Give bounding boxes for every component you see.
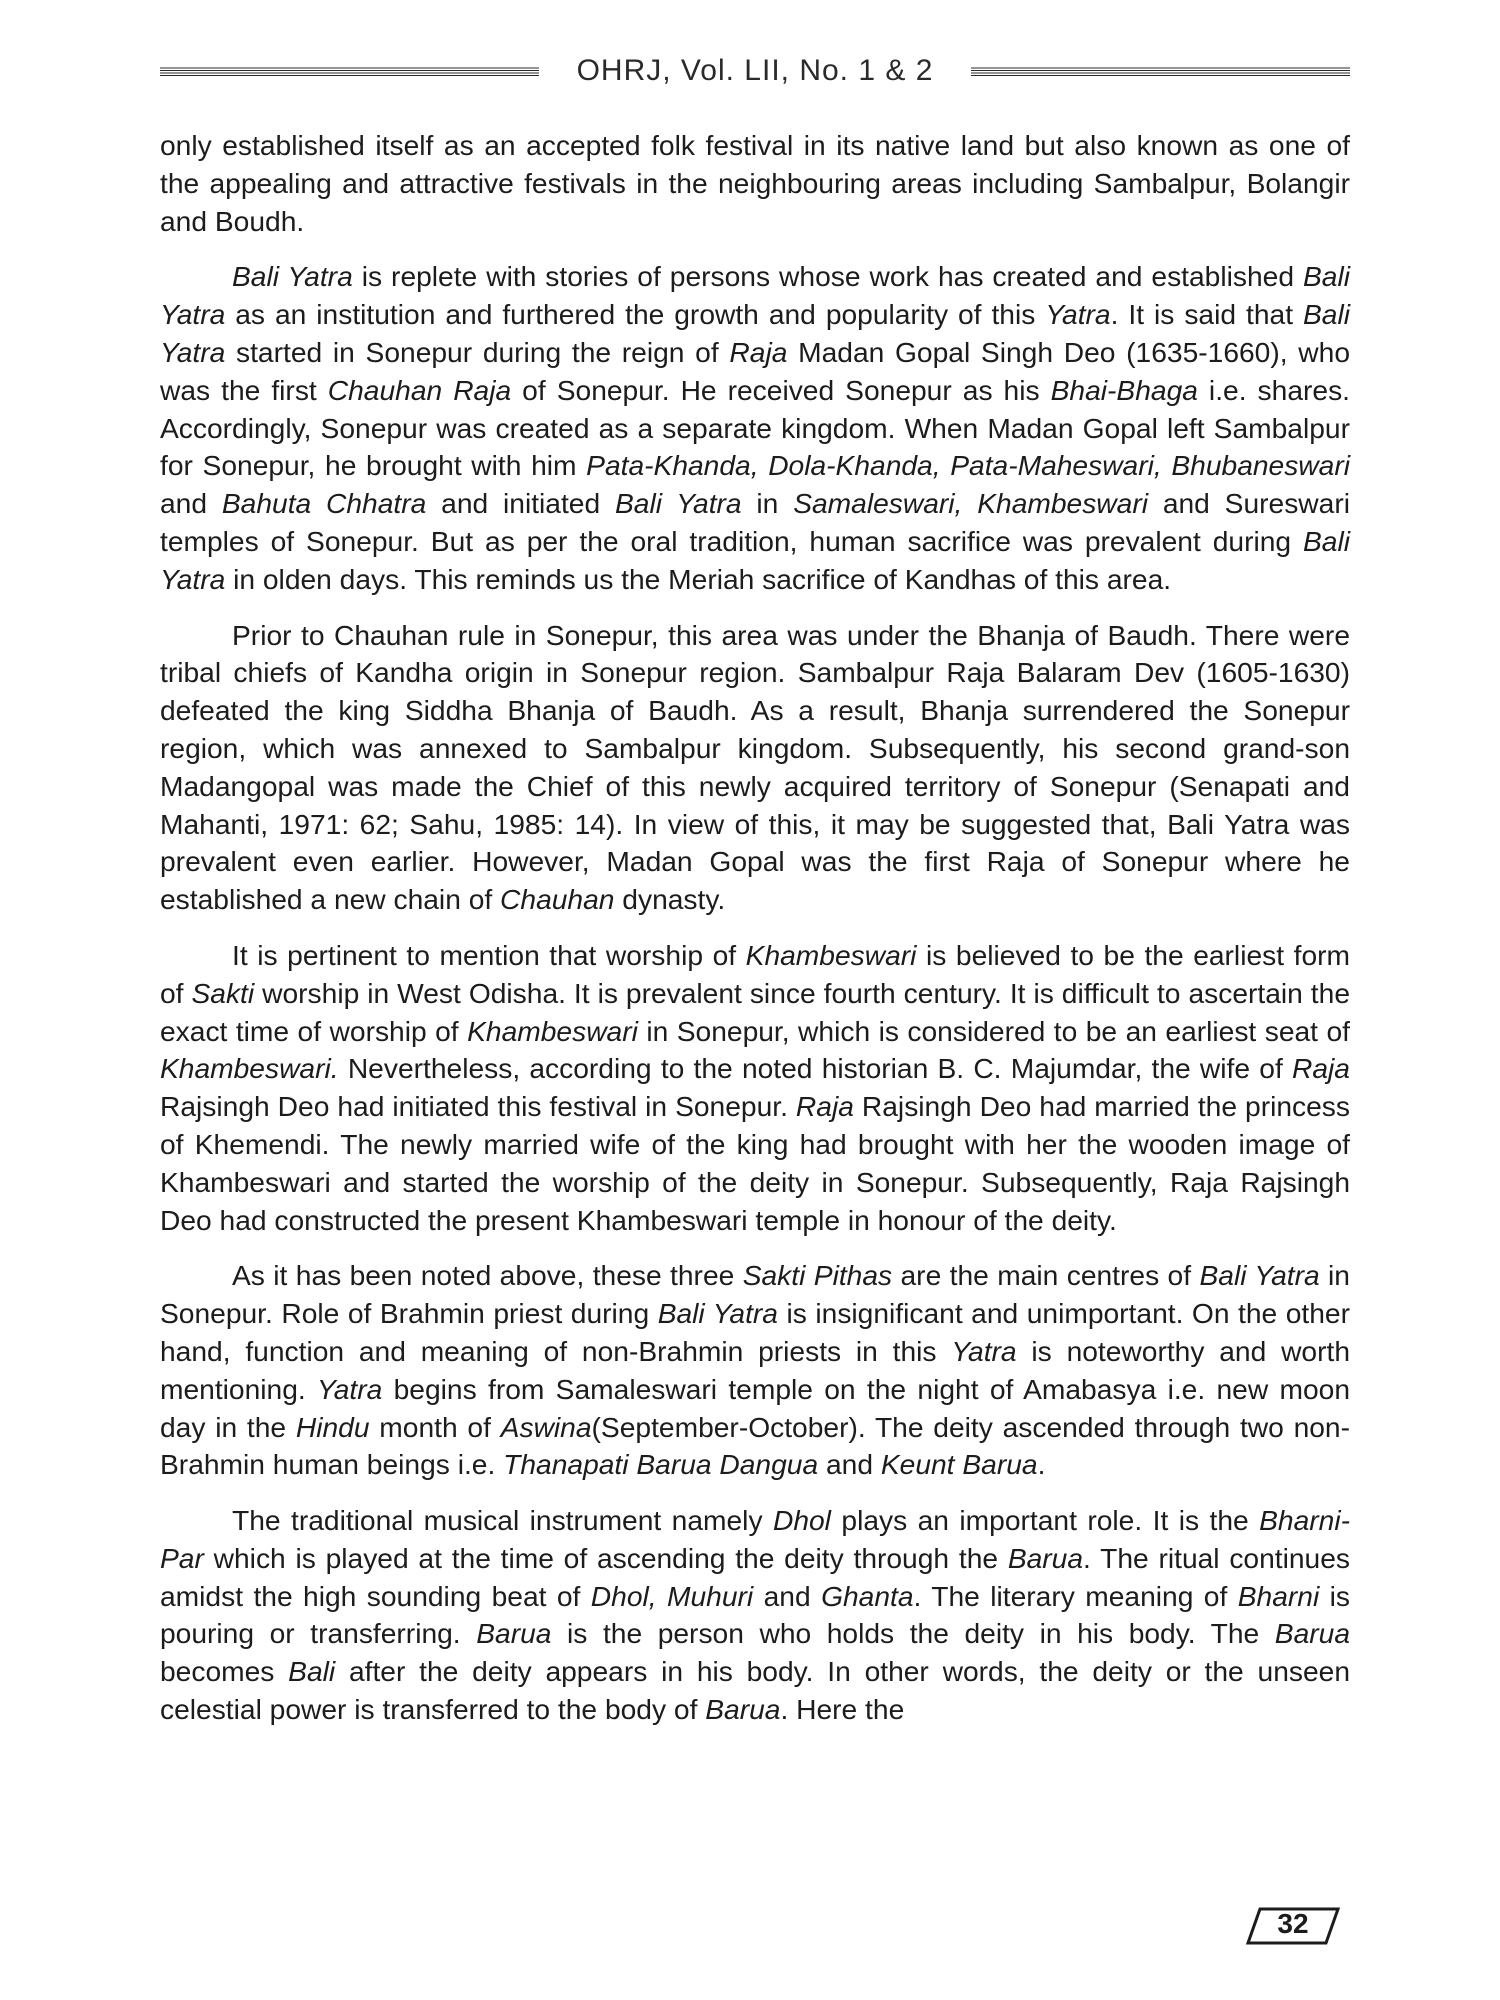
italic-term: Pata-Khanda, Dola-Khanda, Pata-Maheswari, Bhubaneswari <box>586 449 1350 482</box>
paragraph-text: i.e. shares. Accordingly, Sonepur was created as a separate kingdom. When Madan Gopal left Sambalpur for Sonepur, he brought with him <box>160 373 1350 482</box>
paragraph <box>160 617 1350 919</box>
italic-term: Sakti <box>191 976 255 1009</box>
paragraph-text: are the main centres of <box>892 1259 1200 1292</box>
italic-term: Barua <box>476 1617 552 1650</box>
paragraph <box>160 937 1350 1239</box>
paragraph-text: and <box>160 487 222 520</box>
italic-term: Bali Yatra <box>160 260 1350 331</box>
italic-term: Bali Yatra <box>614 487 742 520</box>
italic-term: Raja <box>729 335 788 368</box>
paragraph <box>160 258 1350 598</box>
paragraph-text: month of <box>369 1410 501 1443</box>
paragraph-text: plays an important role. It is the <box>830 1504 1260 1537</box>
paragraph-text: Madan Gopal Singh Deo (1635-1660), who was the first <box>160 335 1350 406</box>
paragraph-text: and initiated <box>426 487 615 520</box>
paragraph-text: of Sonepur. He received Sonepur as his <box>511 373 1051 406</box>
page-number: 32 <box>1277 1908 1309 1939</box>
paragraph-text: and <box>818 1448 881 1481</box>
italic-term: Chauhan <box>500 883 615 916</box>
italic-term: Raja <box>1292 1052 1350 1085</box>
paragraph-text: in <box>741 487 794 520</box>
paragraph-text: and Sureswari temples of Sonepur. But as per the oral tradition, human sacrifice was prevalent during <box>160 487 1350 557</box>
paragraph-text: The traditional musical instrument namely <box>232 1504 773 1537</box>
italic-term: Thanapati Barua Dangua <box>503 1448 819 1481</box>
italic-term: Aswina <box>500 1410 592 1443</box>
paragraph <box>160 127 1350 240</box>
italic-term: Keunt Barua <box>880 1448 1038 1481</box>
paragraph-text: is replete with stories of persons whose work has created and established <box>352 260 1303 293</box>
italic-term: Bahuta Chhatra <box>221 487 427 520</box>
paragraph-text: only established itself as an accepted folk festival in its native land but also known as one of the appealing and attractive festivals in the neighbouring areas including Sambalpur, Bolangir and Boudh. <box>160 129 1350 237</box>
paragraph-text: . Here the <box>780 1693 905 1726</box>
italic-term: Hindu <box>295 1410 370 1443</box>
paragraph-text: becomes <box>160 1655 289 1688</box>
italic-term: Yatra <box>1045 298 1111 331</box>
paragraph-text: . The literary meaning of <box>913 1579 1238 1612</box>
header-rule-right <box>971 67 1350 76</box>
header-rule-left <box>160 67 539 76</box>
italic-term: Samaleswari, Khambeswari <box>793 487 1148 520</box>
italic-term: Khambeswari. <box>160 1052 339 1085</box>
journal-title: OHRJ, Vol. LII, No. 1 & 2 <box>576 54 934 87</box>
paragraph-text: (September-October). The deity ascended through two non-Brahmin human beings i.e. <box>160 1410 1350 1481</box>
paragraph-text: as an institution and furthered the growth and popularity of this <box>225 298 1046 331</box>
italic-term: Raja <box>795 1090 854 1123</box>
italic-term: Bali Yatra <box>160 298 1350 368</box>
italic-term: Ghanta <box>821 1579 914 1612</box>
italic-term: Bhai-Bhaga <box>1050 373 1198 406</box>
paragraph-text: Nevertheless, according to the noted historian B. C. Majumdar, the wife of <box>338 1052 1293 1085</box>
italic-term: Bali Yatra <box>1199 1259 1320 1292</box>
paragraph-text: is noteworthy and worth mentioning. <box>160 1334 1351 1405</box>
running-header <box>160 48 1350 94</box>
italic-term: Barua <box>705 1693 781 1726</box>
paragraph <box>160 1502 1350 1729</box>
paragraph <box>160 1257 1350 1484</box>
paragraph-text: . <box>1037 1448 1046 1481</box>
paragraph-text: started in Sonepur during the reign of <box>225 335 730 368</box>
italic-term: Bali Yatra <box>160 524 1350 595</box>
paragraph-text: begins from Samaleswari temple on the night of Amabasya i.e. new moon day in the <box>160 1372 1351 1443</box>
paragraph-text: worship in West Odisha. It is prevalent since fourth century. It is difficult to ascertain the exact time of worship of <box>160 976 1350 1047</box>
italic-term: Dhol <box>772 1504 831 1537</box>
italic-term: Bharni <box>1237 1579 1320 1612</box>
paragraph-text: after the deity appears in his body. In other words, the deity or the unseen celestial power is transferred to the body of <box>160 1655 1350 1726</box>
paragraph-text: which is played at the time of ascending the deity through the <box>203 1541 1008 1574</box>
italic-term: Bali Yatra <box>657 1297 778 1330</box>
italic-term: Yatra <box>317 1372 383 1405</box>
italic-term: Barua <box>1274 1617 1351 1650</box>
paragraph-text: and <box>753 1579 822 1612</box>
paragraph-text: Prior to Chauhan rule in Sonepur, this area was under the Bhanja of Baudh. There were tribal chiefs of Kandha origin in Sonepur region. Sambalpur Raja Balaram Dev (1605-1630) defeated the king Siddha Bhanja of Baudh. As a result, Bhanja surrendered the Sonepur region, which was annexed to Sambalpur kingdom. Subsequently, his second grand-son Madangopal was made the Chief of this newly acquired territory of Sonepur (Senapati and Mahanti, 1971: 62; Sahu, 1985: 14). In view of this, it may be suggested that, Bali Yatra was prevalent even earlier. However, Madan Gopal was the first Raja of Sonepur where he established a new chain of <box>160 618 1350 916</box>
paragraph-text: It is pertinent to mention that worship of <box>232 938 746 971</box>
paragraph-text: is believed to be the earliest form of <box>160 938 1350 1009</box>
italic-term: Bharni-Par <box>160 1504 1350 1574</box>
italic-term: Yatra <box>951 1334 1017 1367</box>
italic-term: Chauhan Raja <box>327 373 512 406</box>
italic-term: Sakti Pithas <box>742 1259 893 1292</box>
paragraph-text: As it has been noted above, these three <box>232 1259 743 1292</box>
italic-term: Khambeswari <box>745 938 917 971</box>
paragraph-text: . The ritual continues amidst the high sounding beat of <box>160 1541 1350 1612</box>
paragraph-text: dynasty. <box>614 883 726 916</box>
italic-term: Barua <box>1007 1541 1084 1574</box>
paragraph-text: . It is said that <box>1110 298 1303 331</box>
italic-term: Bali <box>288 1655 336 1688</box>
article-body <box>160 127 1350 1747</box>
paragraph-text: in Sonepur, which is considered to be an earliest seat of <box>637 1014 1350 1047</box>
paragraph-text: in olden days. This reminds us the Meriah sacrifice of Kandhas of this area. <box>225 562 1172 595</box>
italic-term: Khambeswari <box>467 1014 638 1047</box>
paragraph-text: is pouring or transferring. <box>160 1579 1350 1650</box>
italic-term: Bali Yatra <box>232 260 353 293</box>
paragraph-text: Rajsingh Deo had initiated this festival in Sonepur. <box>160 1090 796 1123</box>
paragraph-text: in Sonepur. Role of Brahmin priest during <box>160 1259 1350 1330</box>
paragraph-text: Rajsingh Deo had married the princess of Khemendi. The newly married wife of the king had brought with her the wooden image of Khambeswari and started the worship of the deity in Sonepur. Subsequently, Raja Rajsingh Deo had constructed the present Khambeswari temple in honour of the deity. <box>160 1090 1350 1236</box>
italic-term: Dhol, Muhuri <box>590 1579 754 1612</box>
paragraph-text: is insignificant and unimportant. On the other hand, function and meaning of non-Brahmin priests in this <box>160 1297 1350 1367</box>
paragraph-text: is the person who holds the deity in his body. The <box>551 1617 1275 1650</box>
page-number-badge <box>1246 1906 1340 1946</box>
